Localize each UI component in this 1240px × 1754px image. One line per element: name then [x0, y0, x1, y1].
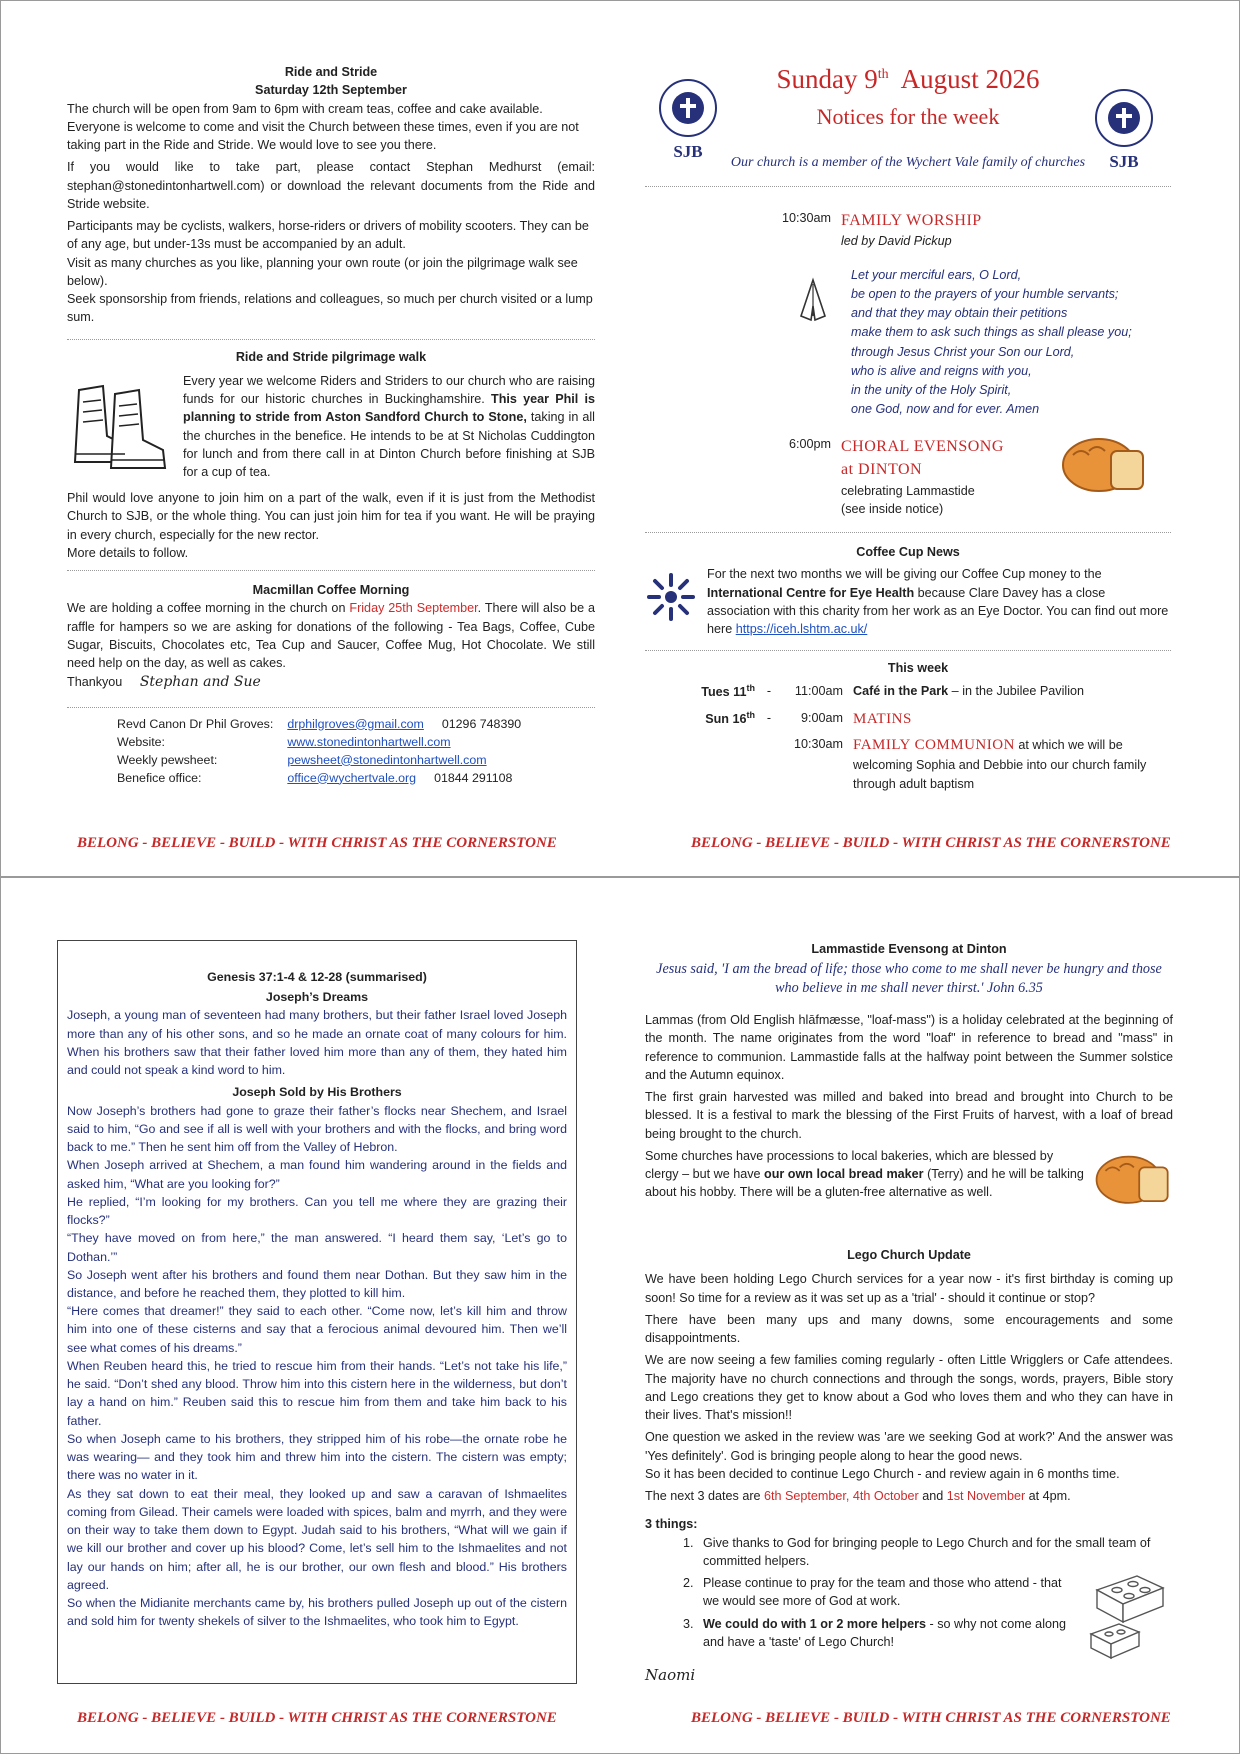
service-time: 10:30am	[781, 210, 831, 225]
coffee-charity: International Centre for Eye Health	[707, 585, 915, 600]
prayer-line: and that they may obtain their petitions	[851, 306, 1068, 321]
member-note: Our church is a member of the Wychert Vale family of churches	[730, 155, 1086, 171]
genesis-paragraph: When Reuben heard this, he tried to rescue him from their hands. “Let’s not take his life,” he said. “Don’t shed any blood. Throw him into this cistern here in the wilderness, but don’t lay a hand on him.” Reuben said this to rescue him from them and take him back to his father.	[67, 1358, 567, 1428]
divider	[645, 650, 1171, 651]
contact-value	[287, 734, 521, 752]
coffee-title: Coffee Cup News	[856, 545, 960, 560]
macmillan-title: Macmillan Coffee Morning	[252, 583, 410, 597]
ride-paragraph: Seek sponsorship from friends, relations and colleagues, so much per church visited or a lump sum.	[67, 292, 593, 325]
signature: Stephan and Sue	[139, 674, 261, 691]
divider	[645, 532, 1171, 533]
genesis-paragraph: Joseph, a young man of seventeen had many brothers, but their father Israel loved Joseph more than any of his other sons, and so he made an ornate coat of many colours for him. When his brothers saw that their father loved him more than any of them, they hated him and could not speak a kind word to him.	[67, 1008, 567, 1078]
genesis-paragraph: Now Joseph’s brothers had gone to graze their father’s flocks near Shechem, and Israel said to him, “Go and see if all is well with your brothers and with the flocks, and bring word back to me.” Then he sent him off from the Valley of Hebron.	[67, 1103, 567, 1155]
week-row	[645, 709, 1171, 731]
title-date: Sunday 9	[776, 64, 878, 94]
boots-icon	[67, 372, 183, 483]
genesis-heading: Joseph’s Dreams	[265, 990, 369, 1005]
week-time: 10:30am	[793, 736, 843, 751]
title-date: August 2026	[888, 64, 1040, 94]
lego-paragraph: One question we asked in the review was 'are we seeking God at work?' And the answer was 'Yes definitely'. God is bringing people along to hear the good news.	[645, 1430, 1173, 1463]
title-sup: th	[877, 67, 889, 82]
walk-paragraph: More details to follow.	[67, 545, 189, 560]
macmillan-thanks-row	[67, 672, 595, 692]
genesis-title: Genesis 37:1-4 & 12-28 (summarised)	[207, 970, 427, 984]
prayer-line: in the unity of the Holy Spirit,	[851, 382, 1012, 397]
footer-motto: BELONG - BELIEVE - BUILD - WITH CHRIST AS THE CORNERSTONE	[77, 1710, 557, 1726]
macmillan-paragraph	[67, 599, 595, 672]
lammas-paragraph: Lammas (from Old English hlāfmæsse, "loaf-mass") is a holiday celebrated at the beginning of the month. The name originates from the word "loaf" in reference to bread and "mass" in reference to communion. Lammastide falls at the halfway point between the Summer solstice and the Autumn equinox.	[645, 1013, 1173, 1082]
lammas-bread-block	[645, 1147, 1173, 1214]
week-day: Sun 16th	[705, 709, 755, 727]
walk-text: taking in all the churches in the benefice. He intends to be at St Nicholas Cuddington for lunch and from there call in at Dinton Church before finishing at SJB for a cup of tea.	[183, 410, 595, 479]
week-dash: -	[766, 710, 772, 725]
prayer-line: through Jesus Christ your Son our Lord,	[851, 344, 1075, 359]
service-name: FAMILY WORSHIP	[841, 211, 982, 229]
ride-paragraph: Participants may be cyclists, walkers, horse-riders or drivers of mobility scooters. They can be of any age, but under-13s must be accompanied by an adult.	[67, 219, 589, 252]
prayer-line: make them to ask such things as shall please you;	[851, 325, 1132, 340]
genesis-paragraph: “Here comes that dreamer!” they said to each other. “Come now, let’s kill him and throw him into one of these cisterns and say that a ferocious animal devoured him. Then we’ll see what comes of his dreams.”	[67, 1304, 567, 1355]
service-note: (see inside notice)	[841, 501, 944, 516]
list-item: 2. Please continue to pray for the team and those who attend - that we would see more of God at work.	[697, 1574, 1067, 1611]
prayer-line: Let your merciful ears, O Lord,	[851, 268, 1022, 283]
week-time: 11:00am	[794, 683, 843, 698]
genesis-paragraph: So Joseph went after his brothers and found them near Dothan. But they saw him in the distance, and before he reached them, they plotted to kill him.	[67, 1267, 567, 1300]
prayer-line: one God, now and for ever. Amen	[851, 402, 1040, 416]
right-column-bottom	[645, 940, 1173, 1687]
contact-row	[117, 734, 521, 752]
macmillan-date: Friday 25th September	[349, 601, 478, 616]
genesis-paragraph: As they sat down to eat their meal, they looked up and saw a caravan of Ishmaelites coming from Gilead. Their camels were loaded with spices, balm and myrrh, and they were on their way to take them down to Egypt. Judah said to his brothers, “What will we gain if we kill our brother and cover up his blood? Come, let’s sell him to the Ishmaelites and not lay our hands on him; after all, he is our brother, our own flesh and blood.” His brothers agreed.	[67, 1486, 567, 1592]
right-column-top	[645, 59, 1171, 793]
walk-paragraph	[183, 372, 595, 483]
genesis-column	[67, 968, 567, 1630]
contact-link[interactable]: drphilgroves@gmail.com	[287, 716, 424, 731]
genesis-paragraph: He replied, “I’m looking for my brothers. Can you tell me where they are grazing their flocks?”	[67, 1194, 567, 1228]
thanks-text: Thankyou	[67, 675, 123, 690]
logo-text: SJB	[1109, 152, 1139, 171]
genesis-heading: Joseph Sold by His Brothers	[232, 1085, 402, 1100]
genesis-paragraph: “They have moved on from here,” the man answered. “I heard them say, ‘Let’s go to Dothan.’”	[67, 1231, 567, 1264]
lammas-text-bold: our own local bread maker	[764, 1167, 924, 1182]
week-row	[645, 682, 1171, 701]
week-dash: -	[766, 683, 772, 698]
contact-label: Weekly pewsheet:	[117, 752, 218, 767]
coffee-text-part: For the next two months we will be giving our Coffee Cup money to the	[707, 567, 1102, 582]
lego-paragraph: There have been many ups and many downs, some encouragements and some disappointments.	[645, 1312, 1173, 1346]
week-day: Tues 11th	[701, 682, 755, 699]
prayer-text	[851, 266, 1132, 419]
contact-row	[117, 752, 521, 770]
prayer-block	[645, 266, 1171, 419]
week-event: Café in the Park – in the Jubilee Pavilion	[853, 683, 1085, 698]
lego-dates: The next 3 dates are 6th September, 4th October and 1st November at 4pm.	[645, 1489, 1071, 1504]
walk-text-bold: This year Phil is planning to stride from Aston Sandford Church to Stone,	[183, 392, 595, 425]
genesis-paragraph: When Joseph arrived at Shechem, a man found him wandering around in the fields and asked him, “What are you looking for?”	[67, 1158, 567, 1191]
footer-motto: BELONG - BELIEVE - BUILD - WITH CHRIST AS THE CORNERSTONE	[691, 835, 1171, 851]
divider	[67, 707, 595, 708]
contact-row	[117, 770, 521, 788]
contact-phone: 01296 748390	[441, 716, 522, 731]
lego-paragraph: So it has been decided to continue Lego Church - and review again in 6 months time.	[645, 1466, 1120, 1481]
bread-icon	[1087, 1147, 1173, 1214]
ride-date: Saturday 12th September	[255, 83, 407, 98]
genesis-story	[67, 1102, 567, 1631]
bread-icon	[1059, 429, 1149, 502]
lego-paragraph: We are now seeing a few families coming regularly - often Little Wrigglers or Cafe attendees. The majority have no church connections and through the songs, words, prayers, Bible story and Lego creations they get to know about a God who loves them and who they can have in their lives. That's mission!!	[645, 1353, 1173, 1423]
church-logo-icon	[1093, 87, 1155, 171]
week-table	[645, 682, 1171, 793]
service-leader: led by David Pickup	[841, 233, 952, 248]
lammas-text: Some churches have processions to local bakeries, which are blessed by clergy – but we have	[645, 1148, 1054, 1182]
divider	[645, 186, 1171, 187]
coffee-block	[645, 565, 1171, 638]
week-event: MATINS	[853, 710, 912, 727]
walk-paragraph: Phil would love anyone to join him on a part of the walk, even if it is just from the Methodist Church to SJB, or the whole thing. You can just join him for tea if you want. He will be praying in every church, especially for the new rector.	[67, 491, 595, 542]
contact-value	[287, 752, 521, 770]
prayer-line: who is alive and reigns with you,	[851, 363, 1032, 378]
service-note: celebrating Lammastide	[841, 483, 975, 498]
contact-label: Benefice office:	[117, 770, 202, 785]
contact-phone: 01844 291108	[434, 770, 513, 785]
macmillan-text: We are holding a coffee morning in the church on	[67, 601, 350, 616]
week-event: FAMILY COMMUNION at which we will be welcoming Sophia and Debbie into our church family through adult baptism	[853, 736, 1147, 791]
contact-link[interactable]: www.stonedintonhartwell.com	[287, 734, 451, 749]
week-row	[645, 735, 1171, 793]
page-bottom	[0, 877, 1240, 1754]
contact-value	[287, 716, 521, 734]
footer-motto: BELONG - BELIEVE - BUILD - WITH CHRIST AS THE CORNERSTONE	[691, 1710, 1171, 1726]
genesis-paragraph: So when Joseph came to his brothers, they stripped him of his robe—the ornate robe he was wearing— and they took him and threw him into the cistern. The cistern was empty; there was no water in it.	[67, 1431, 567, 1483]
week-time: 9:00am	[800, 710, 843, 725]
ride-paragraph: Visit as many churches as you like, planning your own route (or join the pilgrimage walk see below).	[67, 255, 578, 288]
contact-label: Revd Canon Dr Phil Groves:	[117, 716, 274, 731]
contacts-table	[117, 716, 521, 788]
logo-text: SJB	[673, 142, 703, 161]
walk-text: Every year we welcome Riders and Striders to our church who are raising funds for our historic churches in Buckinghamshire.	[183, 373, 595, 406]
ride-title: Ride and Stride	[284, 65, 378, 79]
lego-paragraph: We have been holding Lego Church services for a year now - it's first birthday is coming up soon! So time for a review as it was set up as a 'trial' - should it continue or stop?	[645, 1272, 1173, 1305]
divider	[67, 339, 595, 340]
contact-value	[287, 770, 521, 788]
footer-motto: BELONG - BELIEVE - BUILD - WITH CHRIST AS THE CORNERSTONE	[77, 835, 557, 851]
coffee-text	[707, 565, 1171, 638]
lammas-title: Lammastide Evensong at Dinton	[811, 942, 1007, 956]
contact-label: Website:	[117, 734, 165, 749]
praying-hands-icon	[645, 266, 851, 419]
service-place: at DINTON	[841, 461, 923, 479]
lammas-paragraph: The first grain harvested was milled and baked into bread and brought into Church to be blessed. It is a festival to mark the blessing of the First Fruits of harvest, with a loaf of bread being brought to the church.	[645, 1090, 1173, 1141]
week-title: This week	[887, 661, 949, 676]
lego-things-block	[645, 1534, 1173, 1652]
page-subtitle: Notices for the week	[816, 104, 1000, 130]
eye-health-logo-icon	[645, 565, 707, 638]
church-logo-icon	[657, 77, 719, 161]
contact-row	[117, 716, 521, 734]
list-item: 1. Give thanks to God for bringing people to Lego Church and for the small team of committed helpers.	[697, 1534, 1173, 1571]
prayer-line: be open to the prayers of your humble servants;	[851, 287, 1119, 302]
coffee-link[interactable]: https://iceh.lshtm.ac.uk/	[735, 622, 868, 637]
macmillan-text: . There will also be a raffle for hampers so we are asking for donations of the following - Tea Bags, Coffee, Cube Sugar, Biscuits, Chocolates etc, Tea Cup and Saucer, Coffee Mug, Hot Chocolate. We still need help on the day, as well as cakes.	[67, 601, 595, 670]
list-item: 3. We could do with 1 or 2 more helpers - so why not come along and have a 'taste' of Lego Church!	[697, 1615, 1067, 1652]
lammas-paragraph	[645, 1147, 1087, 1214]
service-2	[645, 435, 1171, 518]
lego-brick-icon	[1087, 1570, 1169, 1667]
divider	[67, 570, 595, 571]
genesis-paragraph: So when the Midianite merchants came by, his brothers pulled Joseph up out of the cistern and sold him for twenty shekels of silver to the Ishmaelites, who took him to Egypt.	[67, 1595, 567, 1629]
service-1	[645, 209, 1171, 250]
contact-link[interactable]: pewsheet@stonedintonhartwell.com	[287, 752, 487, 767]
lammas-text: (Terry) and he will be talking about his hobby. There will be a gluten-free alternative as well.	[645, 1167, 1084, 1200]
coffee-text-part: because Clare Davey has a close association with this charity from her work as an Eye Doctor. You can find out more here	[707, 585, 1169, 637]
walk-title: Ride and Stride pilgrimage walk	[235, 349, 427, 364]
walk-block	[67, 372, 595, 483]
ride-paragraph: The church will be open from 9am to 6pm with cream teas, coffee and cake available. Everyone is welcome to come and visit the Church between these times, even if you are not taking part in the Ride and Stride. We would love to see you there.	[67, 101, 579, 152]
contact-link[interactable]: office@wychertvale.org	[287, 770, 417, 785]
lego-signature: Naomi	[645, 1666, 696, 1685]
lammas-quote: Jesus said, 'I am the bread of life; those who come to me shall never be hungry and those who believe in me shall never thirst.' John 6.35	[656, 961, 1162, 996]
left-column-top	[67, 63, 595, 787]
ride-paragraph: If you would like to take part, please contact Stephan Medhurst (email: stephan@stonedintonhartwell.com) or download the relevant documents from the Ride and Stride website.	[67, 160, 595, 211]
service-time: 6:00pm	[788, 437, 831, 452]
lego-things-title: 3 things:	[645, 1517, 698, 1532]
service-name: CHORAL EVENSONG	[841, 438, 1004, 456]
lego-title: Lego Church Update	[847, 1248, 971, 1263]
